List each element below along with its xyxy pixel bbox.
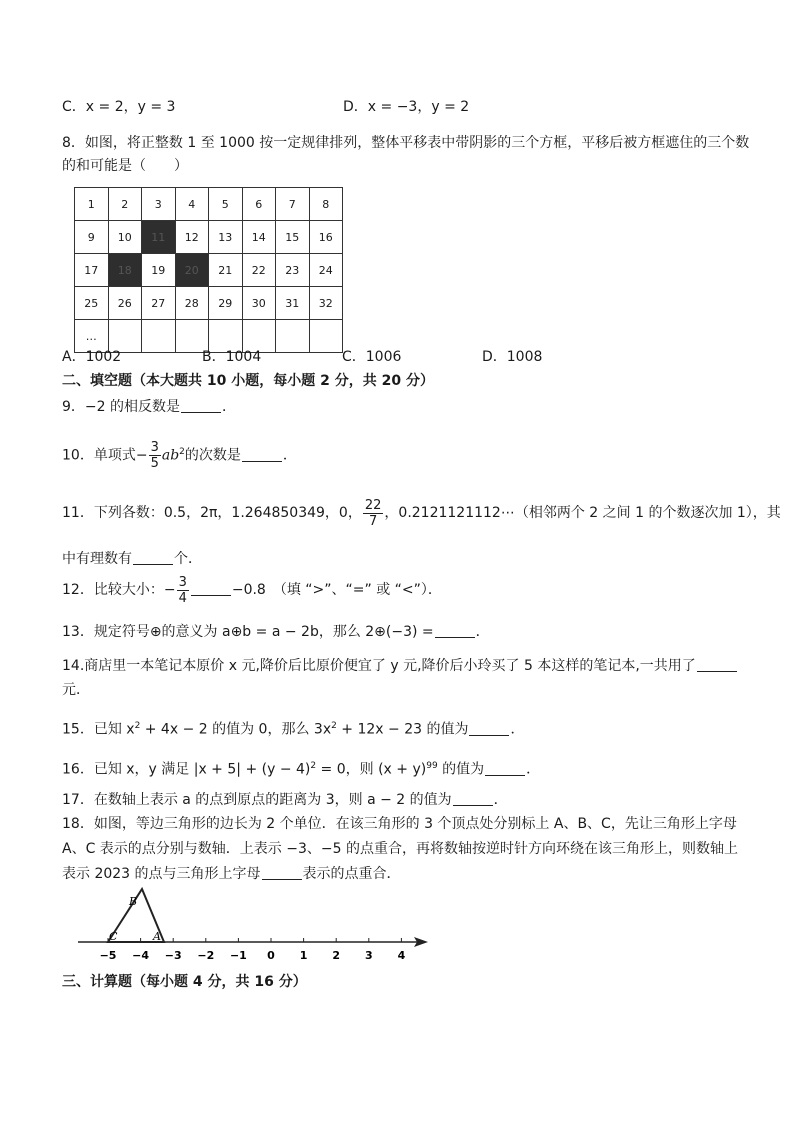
q7-option-c: [62, 97, 175, 117]
section2-title: 二、填空题（本大题共 10 小题，每小题 2 分，共 20 分）: [62, 373, 434, 389]
axis-tick-label: −2: [197, 949, 215, 962]
option-value: x = 2，y = 3: [85, 99, 176, 115]
monomial-variables: ab: [161, 447, 180, 464]
number-grid: [74, 187, 343, 353]
grid-row: [75, 188, 343, 221]
answer-blank: [181, 398, 221, 413]
axis-tick-label: 1: [299, 949, 308, 962]
numerator: 3: [150, 440, 159, 456]
grid-cell: 15: [276, 221, 310, 254]
q11-line1: [62, 493, 781, 533]
answer-blank: [242, 447, 282, 462]
answer-blank: [191, 581, 231, 596]
q13-suffix: ．: [475, 624, 490, 640]
q11-text-rest: ，0.2121121112⋯（相邻两个 2 之间 1 的个数逐次加 1），其: [384, 505, 781, 521]
q18-line3: [62, 864, 401, 884]
grid-cell: 24: [309, 254, 343, 287]
denominator: 4: [178, 590, 187, 606]
grid-cell: 25: [75, 287, 109, 320]
q10: [62, 432, 297, 476]
grid-cell: 32: [309, 287, 343, 320]
q17-text: 17．在数轴上表示 a 的点到原点的距离为 3，则 a − 2 的值为: [62, 792, 452, 808]
q16-text-end: 的值为: [437, 761, 485, 778]
answer-blank: [485, 761, 525, 776]
grid-cell: 3: [142, 188, 176, 221]
q8-option-c: C．1006: [342, 349, 402, 365]
answer-blank: [262, 865, 302, 880]
exponent: 2: [179, 447, 185, 457]
grid-cell: 7: [276, 188, 310, 221]
q13-text: 13．规定符号⊕的意义为 a⊕b = a − 2b，那么 2⊕(−3) =: [62, 624, 434, 640]
q7-option-d: [343, 97, 469, 117]
grid-cell: 30: [242, 287, 276, 320]
q15-text-end: + 12x − 23 的值为: [336, 721, 469, 738]
q14-text: 14.商店里一本笔记本原价 x 元,降价后比原价便宜了 y 元,降价后小玲买了 5 本这样的笔记本,一共用了: [62, 658, 696, 674]
q18-line3-text: 表示 2023 的点与三角形上字母: [62, 866, 261, 882]
q15-text: 15．已知 x: [62, 721, 135, 738]
grid-cell-shaded: 20: [175, 254, 209, 287]
grid-row: [75, 254, 343, 287]
exponent: 2: [331, 721, 337, 731]
q9-text: 9．−2 的相反数是: [62, 399, 180, 415]
axis-tick-label: 2: [332, 949, 341, 962]
q8-option-d: D．1008: [482, 349, 543, 365]
grid-cell: 28: [175, 287, 209, 320]
q11-text: 11．下列各数：0.5，2π，1.264850349，0，: [62, 505, 362, 521]
vertex-label-b: B: [129, 895, 138, 908]
grid-cell: 13: [209, 221, 243, 254]
q10-text: 10．单项式: [62, 447, 136, 464]
q18-line3-suffix: 表示的点重合．: [302, 866, 401, 882]
q10-end: ．: [282, 447, 297, 464]
q14-line1: [62, 656, 738, 676]
q11-line2-suffix: 个．: [174, 551, 202, 567]
option-value: x = −3，y = 2: [367, 99, 470, 115]
answer-blank: [469, 721, 509, 736]
grid-row: [75, 221, 343, 254]
q16-text-mid: = 0，则 (x + y): [316, 761, 427, 778]
q8-text-line2: 的和可能是（ ）: [62, 158, 188, 174]
answer-blank: [435, 623, 475, 638]
grid-cell: 26: [108, 287, 142, 320]
grid-cell: 31: [276, 287, 310, 320]
grid-cell: 16: [309, 221, 343, 254]
fraction: [149, 440, 161, 471]
axis-tick-label: 0: [267, 949, 275, 962]
axis-tick-label: 3: [364, 949, 373, 962]
q16: [62, 756, 540, 780]
exponent: 2: [310, 761, 317, 771]
number-line-figure: [78, 885, 438, 965]
axis-tick-label: −1: [229, 949, 247, 962]
q8-option-a: A．1002: [62, 349, 122, 365]
grid-cell: 12: [175, 221, 209, 254]
grid-cell: 14: [242, 221, 276, 254]
grid-cell: 29: [209, 287, 243, 320]
grid-cell: 17: [75, 254, 109, 287]
grid-cell: 2: [108, 188, 142, 221]
minus-sign: −: [135, 447, 148, 464]
grid-cell: 10: [108, 221, 142, 254]
q12: [62, 570, 442, 610]
q13: [62, 622, 490, 642]
fraction: [177, 575, 189, 606]
q9: [62, 397, 236, 417]
grid-cell: …: [75, 320, 109, 353]
q15: [62, 716, 524, 740]
grid-cell: 9: [75, 221, 109, 254]
q10-suffix: 的次数是: [184, 447, 241, 464]
denominator: 7: [368, 513, 378, 529]
q18-line1: 18．如图，等边三角形的边长为 2 个单位．在该三角形的 3 个顶点处分别标上 A、B、C，先让三角形上字母: [62, 816, 737, 832]
q18-line2: A、C 表示的点分别与数轴．上表示 −3、−5 的点重合，再将数轴按逆时针方向环绕在该三角形上，则数轴上: [62, 841, 738, 857]
vertex-label-c: C: [109, 930, 118, 943]
section3-title: 三、计算题（每小题 4 分，共 16 分）: [62, 974, 307, 990]
grid-cell: 27: [142, 287, 176, 320]
q16-end: ．: [526, 761, 541, 778]
q11-line2: [62, 549, 202, 569]
answer-blank: [697, 657, 737, 672]
axis-tick-label: −3: [164, 949, 182, 962]
axis-tick-label: −5: [99, 949, 117, 962]
grid-cell: 22: [242, 254, 276, 287]
q11-line2-text: 中有理数有: [62, 551, 132, 567]
q8-text-line1: 8．如图，将正整数 1 至 1000 按一定规律排列，整体平移表中带阴影的三个方框，平移后被方框遮住的三个数: [62, 135, 750, 151]
vertex-label-a: A: [153, 930, 161, 943]
grid-cell: 1: [75, 188, 109, 221]
option-label: D．: [343, 99, 368, 115]
grid-row: [75, 287, 343, 320]
option-label: C．: [62, 99, 86, 115]
q15-suffix: ．: [510, 721, 525, 738]
fraction: [363, 498, 384, 529]
q8-option-b: B．1004: [202, 349, 262, 365]
q17-suffix: ．: [493, 792, 508, 808]
q8-options: [62, 347, 542, 367]
grid-cell: 5: [209, 188, 243, 221]
grid-cell: 8: [309, 188, 343, 221]
grid-cell: 6: [242, 188, 276, 221]
numerator: 22: [364, 497, 382, 513]
exponent: 99: [426, 761, 438, 771]
answer-blank: [453, 791, 493, 806]
q9-suffix: ．: [222, 399, 236, 415]
axis-tick-label: −4: [132, 949, 150, 962]
answer-blank: [133, 550, 173, 565]
denominator: 5: [150, 456, 159, 472]
q17: [62, 790, 508, 810]
q12-text: 12．比较大小：: [62, 582, 164, 598]
grid-cell-shaded: 18: [108, 254, 142, 287]
numerator: 3: [178, 574, 187, 590]
grid-cell: 23: [276, 254, 310, 287]
q15-text-mid: + 4x − 2 的值为 0，那么 3x: [140, 721, 332, 738]
q14-line2: 元．: [62, 682, 90, 698]
grid-cell: 21: [209, 254, 243, 287]
axis-tick-label: 4: [397, 949, 406, 962]
q12-text-rest: −0.8 （填 “>”、“=” 或 “<”）．: [231, 582, 442, 598]
grid-cell: 19: [142, 254, 176, 287]
exponent: 2: [134, 721, 141, 731]
q16-text: 16．已知 x，y 满足 |x + 5| + (y − 4): [62, 761, 311, 778]
grid-cell: 4: [175, 188, 209, 221]
grid-cell-shaded: 11: [142, 221, 176, 254]
minus-sign: −: [163, 582, 176, 598]
